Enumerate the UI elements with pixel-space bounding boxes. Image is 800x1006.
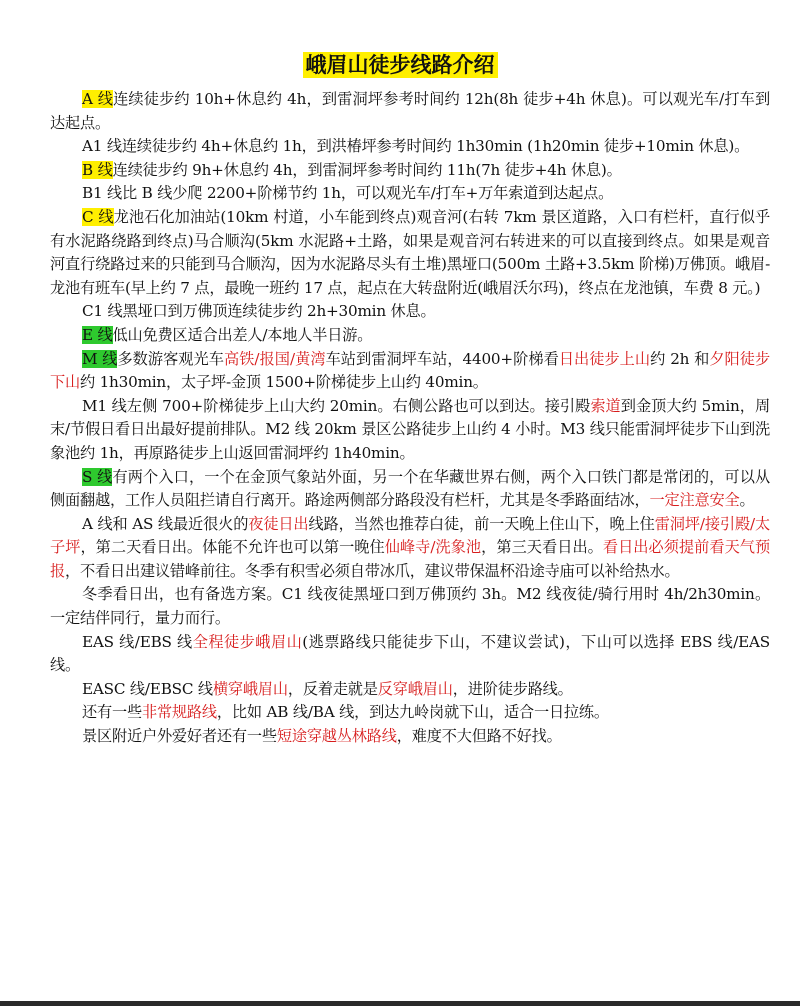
text-segment: 。 xyxy=(739,491,755,510)
paragraph-route-m1 xyxy=(50,395,770,466)
text-segment: B1 线比 B 线少爬 2200+阶梯节约 1h，可以观光车/打车+万年索道到达起点。 xyxy=(82,184,614,203)
paragraph-route-m xyxy=(50,348,770,395)
highlight-text: 一定注意安全 xyxy=(649,491,740,510)
route-label: M 线 xyxy=(82,349,118,368)
text-segment: 还有一些 xyxy=(82,703,142,722)
text-segment: 有两个入口，一个在金顶气象站外面，另一个在华藏世界右侧，两个入口铁门都是常闭的，可以从侧面翻越，工作人员阻拦请自行离开。路途两侧部分路段没有栏杆，尤其是冬季路面结冰， xyxy=(50,467,770,510)
route-label: A 线 xyxy=(82,90,114,108)
highlight-text: 夜徒日出 xyxy=(248,514,309,533)
highlight-text: 夕阳徒步下山 xyxy=(50,349,770,392)
highlight-text: 索道 xyxy=(590,396,621,415)
text-segment: 线路，当然也推荐白徒，前一天晚上住山下，晚上住 xyxy=(308,514,655,533)
paragraph-route-a xyxy=(50,88,770,135)
paragraph-jungle-routes xyxy=(50,725,770,749)
text-segment: 龙池石化加油站(10km 村道，小车能到终点)观音河(右转 7km 景区道路，入口有栏杆，直行似乎有水泥路绕路到终点)马合顺沟(5km 水泥路+土路，如果是观音河右转进来的可以直接到终点。如果是观音河直行绕路过来的只能到马合顺沟，因为水泥路尽头有土堆)黑垭口(500m 土路+3.5km 阶梯)万佛顶。峨眉-龙池有班车(早上约 7 点，最晚一班约 17 点，起点在大转盘附近(峨眉沃尔玛)，终点在龙池镇，车费 8 元。) xyxy=(50,207,770,297)
route-label: B 线 xyxy=(82,160,113,179)
route-label: C 线 xyxy=(82,207,114,226)
text-segment: C1 线黑垭口到万佛顶连续徒步约 2h+30min 休息。 xyxy=(82,302,436,321)
text-segment: ，不看日出建议错峰前往。冬季有积雪必须自带冰爪，建议带保温杯沿途寺庙可以补给热水。 xyxy=(65,561,680,580)
text-segment: M1 线左侧 700+阶梯徒步上山大约 20min。右侧公路也可以到达。接引殿 xyxy=(82,396,591,415)
bottom-divider xyxy=(0,1001,800,1006)
text-segment: (逃票路线只能徒步下山，不建议尝试)，下山可以选择 EBS 线/EAS 线。 xyxy=(50,632,770,675)
highlight-text: 全程徒步峨眉山 xyxy=(192,632,303,651)
paragraph-route-b1 xyxy=(50,182,770,206)
highlight-text: 仙峰寺/洗象池 xyxy=(384,538,482,557)
paragraph-route-a1 xyxy=(50,135,770,159)
highlight-text: 反穿峨眉山 xyxy=(377,679,453,698)
text-segment: EASC 线/EBSC 线 xyxy=(82,679,213,698)
highlight-text: 日出徒步上山 xyxy=(558,349,651,368)
paragraph-route-eas-ebs xyxy=(50,631,770,678)
paragraph-route-c xyxy=(50,206,770,300)
text-segment: ，反着走就是 xyxy=(287,679,378,698)
paragraph-route-s xyxy=(50,466,770,513)
text-segment: A1 线连续徒步约 4h+休息约 1h，到洪椿坪参考时间约 1h30min (1h20min 徒步+10min 休息)。 xyxy=(82,137,750,156)
text-segment: 低山免费区适合出差人/本地人半日游。 xyxy=(112,325,373,344)
text-segment: ，难度不大但路不好找。 xyxy=(396,727,562,746)
highlight-text: 高铁/报国/黄湾 xyxy=(223,349,326,368)
route-label: E 线 xyxy=(82,325,113,344)
paragraph-route-e xyxy=(50,324,770,348)
text-segment: 景区附近户外爱好者还有一些 xyxy=(82,727,277,746)
text-segment: ，比如 AB 线/BA 线，到达九岭岗就下山，适合一日拉练。 xyxy=(216,703,609,722)
text-segment: 约 2h 和 xyxy=(650,349,710,368)
page-title xyxy=(0,52,800,78)
paragraph-winter-tips xyxy=(50,583,770,630)
paragraph-sunrise-tips xyxy=(50,513,770,584)
text-segment: 多数游客观光车 xyxy=(117,349,224,368)
paragraph-route-easc-ebsc xyxy=(50,678,770,702)
highlight-text: 看日出必须提前看天气预报 xyxy=(50,538,770,580)
text-segment: ，第三天看日出。 xyxy=(481,538,603,557)
text-segment: 车站到雷洞坪车站，4400+阶梯看 xyxy=(325,349,559,368)
highlight-text: 雷洞坪/接引殿/太子坪 xyxy=(50,514,771,557)
text-segment: 约 1h30min，太子坪-金顶 1500+阶梯徒步上山约 40min。 xyxy=(79,373,488,392)
text-segment: ，第二天看日出。体能不允许也可以第一晚住 xyxy=(80,538,385,557)
paragraph-route-c1 xyxy=(50,300,770,324)
document-body xyxy=(50,88,770,749)
highlight-text: 横穿峨眉山 xyxy=(212,679,288,698)
text-segment: 连续徒步约 9h+休息约 4h，到雷洞坪参考时间约 11h(7h 徒步+4h 休息)。 xyxy=(112,160,622,179)
highlight-text: 非常规路线 xyxy=(141,703,217,722)
paragraph-unusual-routes xyxy=(50,701,770,725)
text-segment: 连续徒步约 10h+休息约 4h，到雷洞坪参考时间约 12h(8h 徒步+4h 休息)。可以观光车/打车到达起点。 xyxy=(50,90,770,132)
text-segment: 到金顶大约 5min，周末/节假日看日出最好提前排队。M2 线 20km 景区公路徒步上山约 4 小时。M3 线只能雷洞坪徒步下山到洗象池约 1h，再原路徒步上山返回雷洞坪约 1h40min。 xyxy=(50,396,770,462)
page-title-text: 峨眉山徒步线路介绍 xyxy=(303,52,498,78)
highlight-text: 短途穿越丛林路线 xyxy=(276,727,397,746)
route-label: S 线 xyxy=(82,467,113,486)
text-segment: A 线和 AS 线最近很火的 xyxy=(82,514,249,533)
paragraph-route-b xyxy=(50,159,770,183)
text-segment: EAS 线/EBS 线 xyxy=(82,632,193,651)
text-segment: ，进阶徒步路线。 xyxy=(452,679,573,698)
text-segment: 冬季看日出，也有备选方案。C1 线夜徒黑垭口到万佛顶约 3h。M2 线夜徒/骑行用时 4h/2h30min。一定结伴同行，量力而行。 xyxy=(50,585,770,628)
